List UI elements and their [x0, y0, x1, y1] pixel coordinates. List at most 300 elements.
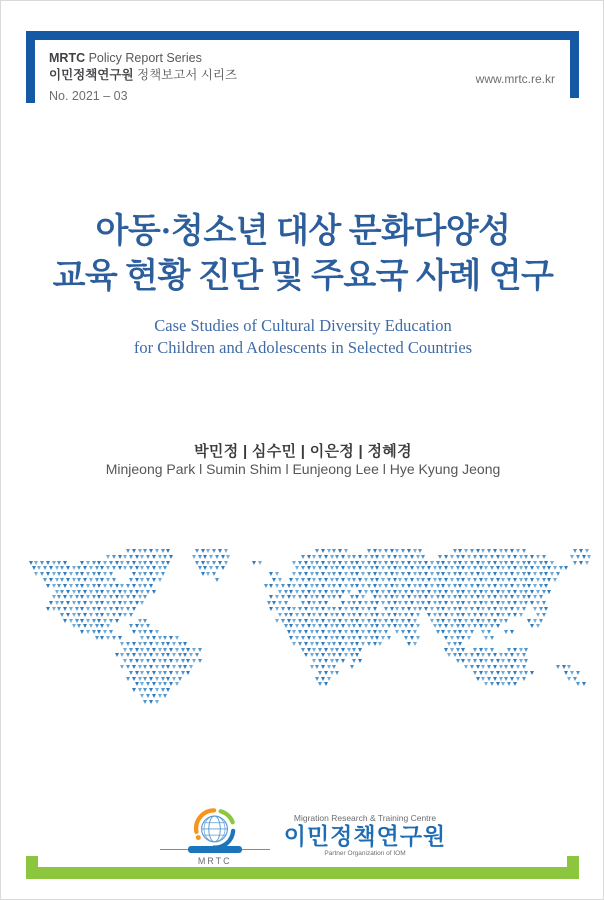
- map-dot: [275, 595, 279, 599]
- map-dot: [370, 578, 374, 582]
- map-dot: [493, 549, 497, 553]
- map-dot: [206, 572, 210, 576]
- map-dot: [330, 590, 334, 594]
- map-dot: [123, 601, 127, 605]
- map-dot: [140, 682, 144, 686]
- map-dot: [275, 572, 279, 576]
- map-dot: [364, 636, 368, 640]
- map-dot: [158, 566, 162, 570]
- map-dot: [312, 590, 316, 594]
- map-dot: [384, 572, 388, 576]
- map-dot: [338, 572, 342, 576]
- map-dot: [49, 578, 53, 582]
- map-dot: [556, 665, 560, 669]
- map-dot: [539, 607, 543, 611]
- map-dot: [456, 648, 460, 652]
- map-dot: [393, 566, 397, 570]
- map-dot: [341, 636, 345, 640]
- map-dot: [430, 619, 434, 623]
- map-dot: [338, 630, 342, 634]
- map-dot: [464, 607, 468, 611]
- map-dot: [533, 561, 537, 565]
- map-dot: [86, 619, 90, 623]
- map-dot: [126, 677, 130, 681]
- map-dot: [487, 584, 491, 588]
- map-dot: [513, 601, 517, 605]
- map-dot: [178, 665, 182, 669]
- map-dot: [161, 665, 165, 669]
- map-dot: [364, 590, 368, 594]
- map-dot: [370, 613, 374, 617]
- map-dot: [507, 671, 511, 675]
- map-dot: [421, 566, 425, 570]
- map-dot: [358, 648, 362, 652]
- map-dot: [63, 584, 67, 588]
- map-dot: [161, 572, 165, 576]
- map-dot: [332, 642, 336, 646]
- map-dot: [510, 584, 514, 588]
- map-dot: [447, 630, 451, 634]
- map-dot: [539, 584, 543, 588]
- map-dot: [272, 578, 276, 582]
- map-dot: [304, 653, 308, 657]
- map-dot: [95, 601, 99, 605]
- map-dot: [301, 555, 305, 559]
- map-dot: [499, 572, 503, 576]
- map-dot: [97, 561, 101, 565]
- map-dot: [189, 653, 193, 657]
- map-dot: [109, 572, 113, 576]
- map-dot: [298, 619, 302, 623]
- map-dot: [513, 566, 517, 570]
- map-dot: [106, 578, 110, 582]
- map-dot: [138, 630, 142, 634]
- map-dot: [370, 566, 374, 570]
- map-dot: [135, 671, 139, 675]
- map-dot: [166, 677, 170, 681]
- map-dot: [123, 566, 127, 570]
- map-dot: [155, 700, 159, 704]
- map-dot: [481, 595, 485, 599]
- map-dot: [183, 642, 187, 646]
- map-dot: [582, 555, 586, 559]
- map-dot: [109, 561, 113, 565]
- map-dot: [358, 566, 362, 570]
- map-dot: [450, 624, 454, 628]
- map-dot: [143, 619, 147, 623]
- map-dot: [404, 555, 408, 559]
- map-dot: [344, 607, 348, 611]
- map-dot: [258, 561, 262, 565]
- map-dot: [378, 561, 382, 565]
- map-dot: [542, 613, 546, 617]
- map-dot: [163, 648, 167, 652]
- map-dot: [395, 595, 399, 599]
- map-dot: [106, 601, 110, 605]
- map-dot: [215, 578, 219, 582]
- map-dot: [536, 590, 540, 594]
- map-dot: [361, 561, 365, 565]
- map-dot: [436, 607, 440, 611]
- map-dot: [456, 659, 460, 663]
- map-dot: [524, 601, 528, 605]
- map-dot: [530, 601, 534, 605]
- map-dot: [335, 566, 339, 570]
- map-dot: [327, 619, 331, 623]
- map-dot: [519, 671, 523, 675]
- map-dot: [461, 590, 465, 594]
- map-dot: [456, 578, 460, 582]
- map-dot: [146, 555, 150, 559]
- map-dot: [284, 613, 288, 617]
- map-dot: [89, 590, 93, 594]
- map-dot: [585, 561, 589, 565]
- map-dot: [384, 630, 388, 634]
- map-dot: [163, 636, 167, 640]
- map-dot: [103, 607, 107, 611]
- map-dot: [267, 601, 271, 605]
- map-dot: [513, 659, 517, 663]
- map-dot: [473, 566, 477, 570]
- map-dot: [312, 578, 316, 582]
- map-dot: [307, 648, 311, 652]
- map-dot: [507, 601, 511, 605]
- map-dot: [404, 636, 408, 640]
- map-dot: [304, 584, 308, 588]
- map-dot: [143, 561, 147, 565]
- map-dot: [315, 549, 319, 553]
- map-dot: [155, 572, 159, 576]
- map-dot: [172, 642, 176, 646]
- map-dot: [310, 561, 314, 565]
- map-dot: [407, 584, 411, 588]
- map-dot: [436, 630, 440, 634]
- map-dot: [292, 630, 296, 634]
- map-dot: [387, 636, 391, 640]
- map-dot: [312, 601, 316, 605]
- title-line-2: 교육 현황 진단 및 주요국 사례 연구: [52, 258, 554, 295]
- map-dot: [275, 584, 279, 588]
- map-dot: [307, 624, 311, 628]
- map-dot: [106, 566, 110, 570]
- map-dot: [63, 561, 67, 565]
- map-dot: [418, 561, 422, 565]
- map-dot: [138, 561, 142, 565]
- map-dot: [416, 601, 420, 605]
- map-dot: [132, 653, 136, 657]
- map-dot: [77, 590, 81, 594]
- map-dot: [487, 653, 491, 657]
- map-dot: [83, 578, 87, 582]
- logo-underline: [160, 846, 270, 854]
- map-dot: [461, 613, 465, 617]
- map-dot: [484, 682, 488, 686]
- map-dot: [77, 613, 81, 617]
- map-dot: [536, 555, 540, 559]
- map-dot: [152, 671, 156, 675]
- map-dot: [126, 584, 130, 588]
- map-dot: [352, 613, 356, 617]
- map-dot: [140, 624, 144, 628]
- map-dot: [450, 613, 454, 617]
- map-dot: [301, 590, 305, 594]
- map-dot: [464, 572, 468, 576]
- map-dot: [576, 671, 580, 675]
- logo-org-name-kr: 이민정책연구원: [283, 823, 447, 849]
- map-dot: [298, 572, 302, 576]
- map-dot: [481, 619, 485, 623]
- map-dot: [212, 561, 216, 565]
- map-dot: [301, 624, 305, 628]
- map-dot: [97, 630, 101, 634]
- map-dot: [301, 566, 305, 570]
- map-dot: [318, 682, 322, 686]
- map-dot: [100, 566, 104, 570]
- map-dot: [335, 648, 339, 652]
- map-dot: [358, 590, 362, 594]
- map-dot: [390, 595, 394, 599]
- logo-acronym: MRTC: [197, 856, 232, 866]
- map-dot: [493, 619, 497, 623]
- map-dot: [132, 572, 136, 576]
- map-dot: [152, 590, 156, 594]
- map-dot: [149, 700, 153, 704]
- map-dot: [424, 595, 428, 599]
- map-dot: [364, 566, 368, 570]
- map-dot: [527, 619, 531, 623]
- map-dot: [493, 665, 497, 669]
- map-dot: [146, 671, 150, 675]
- map-dot: [310, 607, 314, 611]
- map-dot: [487, 595, 491, 599]
- map-dot: [467, 624, 471, 628]
- map-dot: [464, 595, 468, 599]
- map-dot: [410, 578, 414, 582]
- map-dot: [80, 572, 84, 576]
- map-dot: [315, 595, 319, 599]
- map-dot: [367, 561, 371, 565]
- map-dot: [499, 561, 503, 565]
- map-dot: [444, 590, 448, 594]
- map-dot: [522, 561, 526, 565]
- map-dot: [186, 671, 190, 675]
- map-dot: [295, 578, 299, 582]
- map-dot: [487, 561, 491, 565]
- map-dot: [109, 595, 113, 599]
- map-dot: [516, 653, 520, 657]
- authors-korean: 박민정 | 심수민 | 이은정 | 정혜경: [194, 443, 412, 460]
- map-dot: [123, 659, 127, 663]
- map-dot: [120, 561, 124, 565]
- map-dot: [456, 590, 460, 594]
- map-dot: [135, 659, 139, 663]
- map-dot: [152, 636, 156, 640]
- map-dot: [103, 630, 107, 634]
- map-dot: [152, 648, 156, 652]
- map-dot: [321, 549, 325, 553]
- map-dot: [458, 584, 462, 588]
- map-dot: [436, 619, 440, 623]
- map-dot: [215, 566, 219, 570]
- map-dot: [129, 601, 133, 605]
- map-dot: [467, 636, 471, 640]
- map-dot: [516, 584, 520, 588]
- map-dot: [330, 613, 334, 617]
- map-dot: [120, 653, 124, 657]
- map-dot: [338, 584, 342, 588]
- map-dot: [318, 613, 322, 617]
- map-dot: [34, 561, 38, 565]
- map-dot: [115, 607, 119, 611]
- map-dot: [307, 636, 311, 640]
- map-dot: [75, 595, 79, 599]
- map-dot: [163, 671, 167, 675]
- map-dot: [69, 572, 73, 576]
- map-dot: [381, 601, 385, 605]
- map-dot: [292, 584, 296, 588]
- map-dot: [524, 659, 528, 663]
- map-dot: [490, 624, 494, 628]
- map-dot: [501, 671, 505, 675]
- report-title-kr: [1, 209, 604, 299]
- map-dot: [404, 601, 408, 605]
- map-dot: [533, 607, 537, 611]
- map-dot: [301, 636, 305, 640]
- map-dot: [161, 561, 165, 565]
- map-dot: [413, 630, 417, 634]
- map-dot: [461, 601, 465, 605]
- map-dot: [158, 636, 162, 640]
- map-dot: [304, 642, 308, 646]
- map-dot: [373, 607, 377, 611]
- map-dot: [522, 607, 526, 611]
- map-dot: [103, 572, 107, 576]
- map-dot: [324, 682, 328, 686]
- map-dot: [378, 584, 382, 588]
- map-dot: [393, 624, 397, 628]
- map-dot: [393, 613, 397, 617]
- map-dot: [378, 595, 382, 599]
- map-dot: [413, 584, 417, 588]
- map-dot: [416, 636, 420, 640]
- map-dot: [542, 578, 546, 582]
- map-dot: [398, 566, 402, 570]
- map-dot: [332, 561, 336, 565]
- map-dot: [522, 584, 526, 588]
- map-dot: [138, 549, 142, 553]
- map-dot: [80, 584, 84, 588]
- map-dot: [364, 613, 368, 617]
- map-dot: [510, 572, 514, 576]
- map-dot: [522, 677, 526, 681]
- map-dot: [310, 619, 314, 623]
- map-dot: [401, 561, 405, 565]
- map-dot: [527, 584, 531, 588]
- map-dot: [453, 572, 457, 576]
- map-dot: [100, 578, 104, 582]
- map-dot: [375, 636, 379, 640]
- map-dot: [192, 659, 196, 663]
- map-dot: [444, 555, 448, 559]
- map-dot: [567, 665, 571, 669]
- map-dot: [484, 613, 488, 617]
- map-dot: [166, 653, 170, 657]
- map-dot: [355, 572, 359, 576]
- map-dot: [410, 613, 414, 617]
- map-dot: [481, 549, 485, 553]
- map-dot: [123, 648, 127, 652]
- map-dot: [461, 636, 465, 640]
- map-dot: [381, 613, 385, 617]
- map-dot: [118, 555, 122, 559]
- map-dot: [344, 630, 348, 634]
- map-dot: [418, 607, 422, 611]
- map-dot: [507, 590, 511, 594]
- map-dot: [504, 630, 508, 634]
- map-dot: [126, 665, 130, 669]
- map-dot: [315, 607, 319, 611]
- map-dot: [140, 555, 144, 559]
- map-dot: [479, 566, 483, 570]
- map-dot: [473, 578, 477, 582]
- map-dot: [315, 584, 319, 588]
- map-dot: [395, 630, 399, 634]
- map-dot: [433, 590, 437, 594]
- map-dot: [499, 607, 503, 611]
- map-dot: [181, 648, 185, 652]
- map-dot: [456, 613, 460, 617]
- map-dot: [522, 653, 526, 657]
- map-dot: [97, 607, 101, 611]
- map-dot: [321, 653, 325, 657]
- map-dot: [135, 590, 139, 594]
- map-dot: [221, 566, 225, 570]
- map-dot: [476, 665, 480, 669]
- map-dot: [410, 566, 414, 570]
- map-dot: [83, 601, 87, 605]
- map-dot: [69, 607, 73, 611]
- map-dot: [332, 572, 336, 576]
- map-dot: [155, 561, 159, 565]
- map-dot: [335, 555, 339, 559]
- map-dot: [479, 659, 483, 663]
- map-dot: [542, 555, 546, 559]
- map-dot: [66, 613, 70, 617]
- series-en-bold: MRTC: [49, 51, 86, 65]
- map-dot: [298, 607, 302, 611]
- map-dot: [86, 595, 90, 599]
- map-dot: [347, 566, 351, 570]
- map-dot: [52, 572, 56, 576]
- map-dot: [484, 566, 488, 570]
- map-dot: [496, 682, 500, 686]
- map-dot: [484, 578, 488, 582]
- map-dot: [398, 590, 402, 594]
- map-dot: [40, 561, 44, 565]
- map-dot: [476, 584, 480, 588]
- map-dot: [473, 590, 477, 594]
- logo-org-name-en: Migration Research & Training Centre: [293, 813, 437, 823]
- map-dot: [542, 601, 546, 605]
- map-dot: [556, 572, 560, 576]
- map-dot: [481, 572, 485, 576]
- map-dot: [140, 566, 144, 570]
- map-dot: [138, 665, 142, 669]
- map-dot: [461, 648, 465, 652]
- map-dot: [80, 561, 84, 565]
- map-dot: [132, 549, 136, 553]
- map-dot: [332, 619, 336, 623]
